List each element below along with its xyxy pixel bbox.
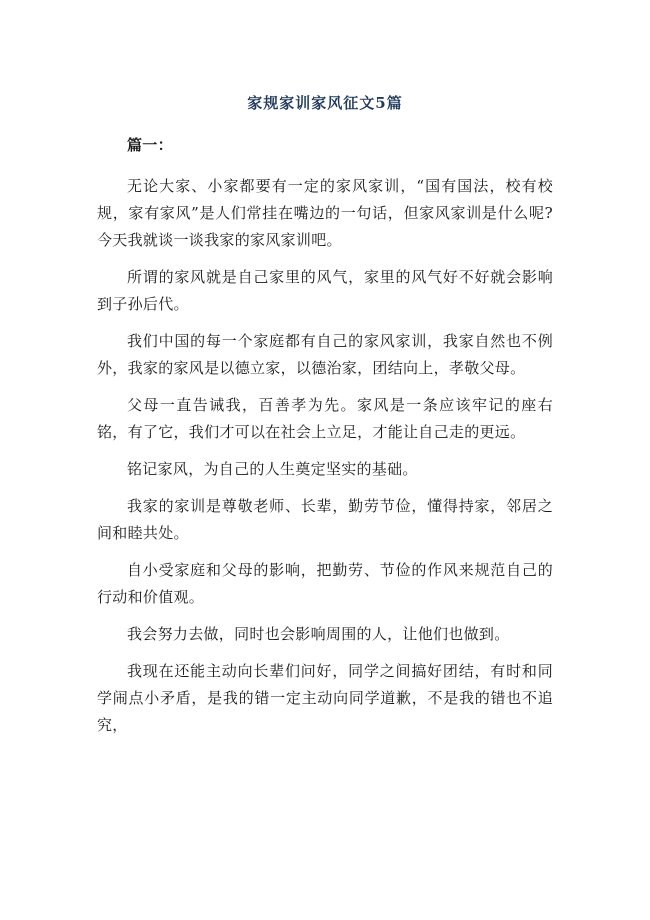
paragraph: 父母一直告诫我，百善孝为先。家风是一条应该牢记的座右铭，有了它，我们才可以在社会上立足，才能让自己走的更远。 xyxy=(97,396,553,441)
section-heading: 篇一： xyxy=(127,136,173,154)
paragraph: 铭记家风，为自己的人生奠定坚实的基础。 xyxy=(127,460,418,478)
paragraph: 无论大家、小家都要有一定的家风家训，“国有国法，校有校规，家有家风”是人们常挂在嘴边的一句话，但家风家训是什么呢?今天我就谈一谈我家的家风家训吧。 xyxy=(97,177,553,249)
paragraph: 我们中国的每一个家庭都有自己的家风家训，我家自然也不例外，我家的家风是以德立家，以德治家，团结向上，孝敬父母。 xyxy=(97,332,553,377)
paragraph: 自小受家庭和父母的影响，把勤劳、节俭的作风来规范自己的行动和价值观。 xyxy=(97,561,553,606)
document-title: 家规家训家风征文5篇 xyxy=(247,94,403,112)
document-body xyxy=(97,132,553,749)
paragraph: 我现在还能主动向长辈们问好，同学之间搞好团结，有时和同学闹点小矛盾，是我的错一定主动向同学道歉，不是我的错也不追究， xyxy=(97,662,553,734)
paragraph: 我会努力去做，同时也会影响周围的人，让他们也做到。 xyxy=(127,625,510,643)
paragraph: 我家的家训是尊敬老师、长辈，勤劳节俭，懂得持家，邻居之间和睦共处。 xyxy=(97,497,553,542)
paragraph: 所谓的家风就是自己家里的风气，家里的风气好不好就会影响到子孙后代。 xyxy=(97,268,553,313)
